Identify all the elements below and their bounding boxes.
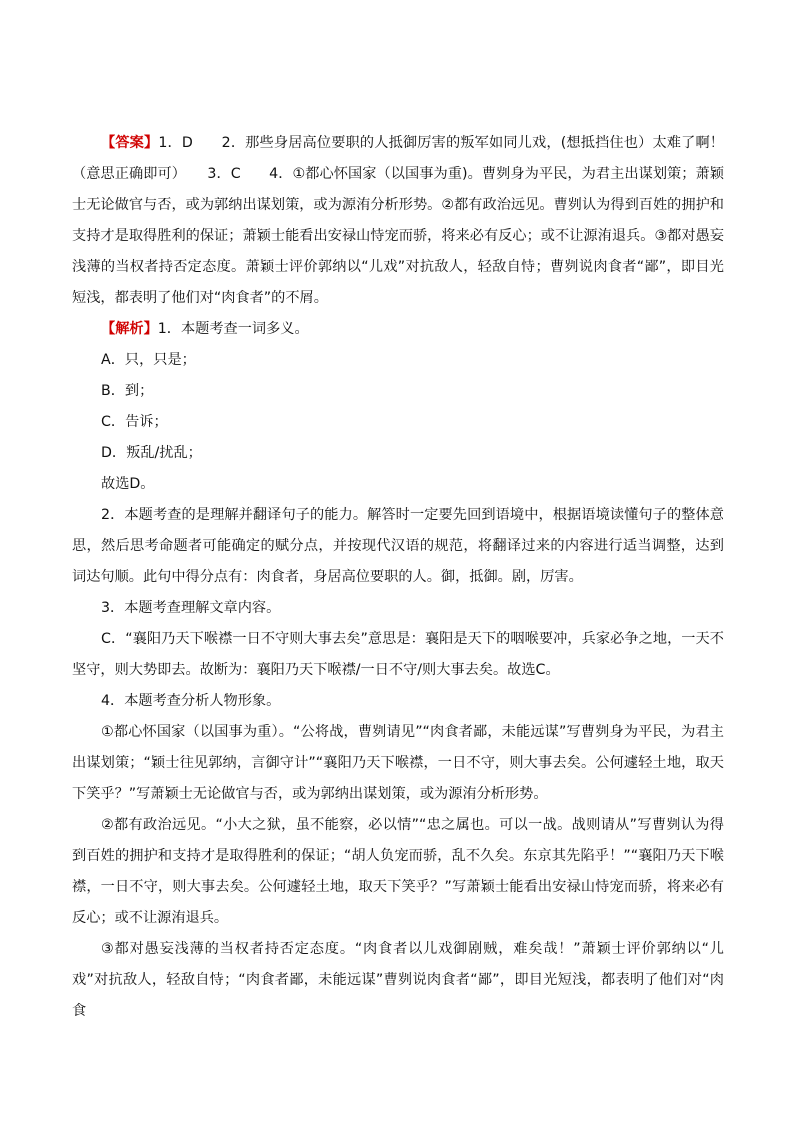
- analysis-tag: 【解析】: [101, 321, 158, 337]
- analysis-q3-option-c: C．“襄阳乃天下喉襟一日不守则大事去矣”意思是：襄阳是天下的咽喉要冲，兵家必争之地，一天不坚守，则大势即去。故断为：襄阳乃天下喉襟/一日不守/则大事去矣。故选C。: [72, 631, 724, 678]
- analysis-q4-point-1: ①都心怀国家（以国事为重）。“公将战，曹刿请见”“肉食者鄙，未能远谋”写曹刿身为平民，为君主出谋划策；“颖士往见郭纳，言御守计”“襄阳乃天下喉襟，一日不守，则大事去矣。公何遽轻土地，取天下笑乎？”写萧颖士无论做官与否，或为郭纳出谋划策，或为源洧分析形势。: [72, 724, 724, 802]
- analysis-q1-title: 【解析】1．本题考查一词多义。: [101, 321, 309, 337]
- q1-option-a: A．只，只是；: [101, 352, 196, 368]
- document-body: [72, 128, 724, 1027]
- analysis-q2: 2．本题考查的是理解并翻译句子的能力。解答时一定要先回到语境中，根据语境读懂句子的整体意思，然后思考命题者可能确定的赋分点，并按现代汉语的规范，将翻译过来的内容进行适当调整，达到词达句顺。此句中得分点有：肉食者，身居高位要职的人。御，抵御。剧，厉害。: [72, 507, 724, 585]
- answer-paragraph: [72, 128, 724, 314]
- answer-tag: 【答案】: [101, 135, 159, 151]
- analysis-q4-title: 4．本题考查分析人物形象。: [101, 693, 281, 709]
- q1-option-b: B．到；: [101, 383, 154, 399]
- analysis-q3-title: 3．本题考查理解文章内容。: [101, 600, 281, 616]
- analysis-q4-point-2: ②都有政治远见。“小大之狱，虽不能察，必以情”“忠之属也。可以一战。战则请从”写曹刿认为得到百姓的拥护和支持才是取得胜利的保证；“胡人负宠而骄，乱不久矣。东京其先陷乎！”“襄阳乃天下喉襟，一日不守，则大事去矣。公何遽轻土地，取天下笑乎？”写萧颖士能看出安禄山恃宠而骄，将来必有反心；或不让源洧退兵。: [72, 817, 724, 926]
- analysis-q4-point-3: ③都对愚妄浅薄的当权者持否定态度。“肉食者以儿戏御剧贼，难矣哉！”萧颖士评价郭纳以“儿戏”对抗敌人，轻敌自恃；“肉食者鄙，未能远谋”曹刿说肉食者“鄙”，即目光短浅，都表明了他们对“肉食: [72, 941, 724, 1019]
- q1-option-d: D．叛乱/扰乱；: [101, 445, 202, 461]
- answer-text: 1．D 2．那些身居高位要职的人抵御厉害的叛军如同儿戏，(想抵挡住也）太难了啊！（意思正确即可） 3．C 4．①都心怀国家（以国事为重)。曹刿身为平民，为君主出谋划策；萧颖士无论做官与否，或为郭纳出谋划策，或为源洧分析形势。②都有政治远见。曹刿认为得到百姓的拥护和支持才是取得胜利的保证；萧颖士能看出安禄山恃宠而骄，将来必有反心；或不让源洧退兵。③都对愚妄浅薄的当权者持否定态度。萧颖士评价郭纳以“儿戏”对抗敌人，轻敌自恃；曹刿说肉食者“鄙”，即目光短浅，都表明了他们对“肉食者”的不屑。: [72, 135, 724, 306]
- q1-option-c: C．告诉；: [101, 414, 168, 430]
- q1-conclusion: 故选D。: [101, 476, 155, 492]
